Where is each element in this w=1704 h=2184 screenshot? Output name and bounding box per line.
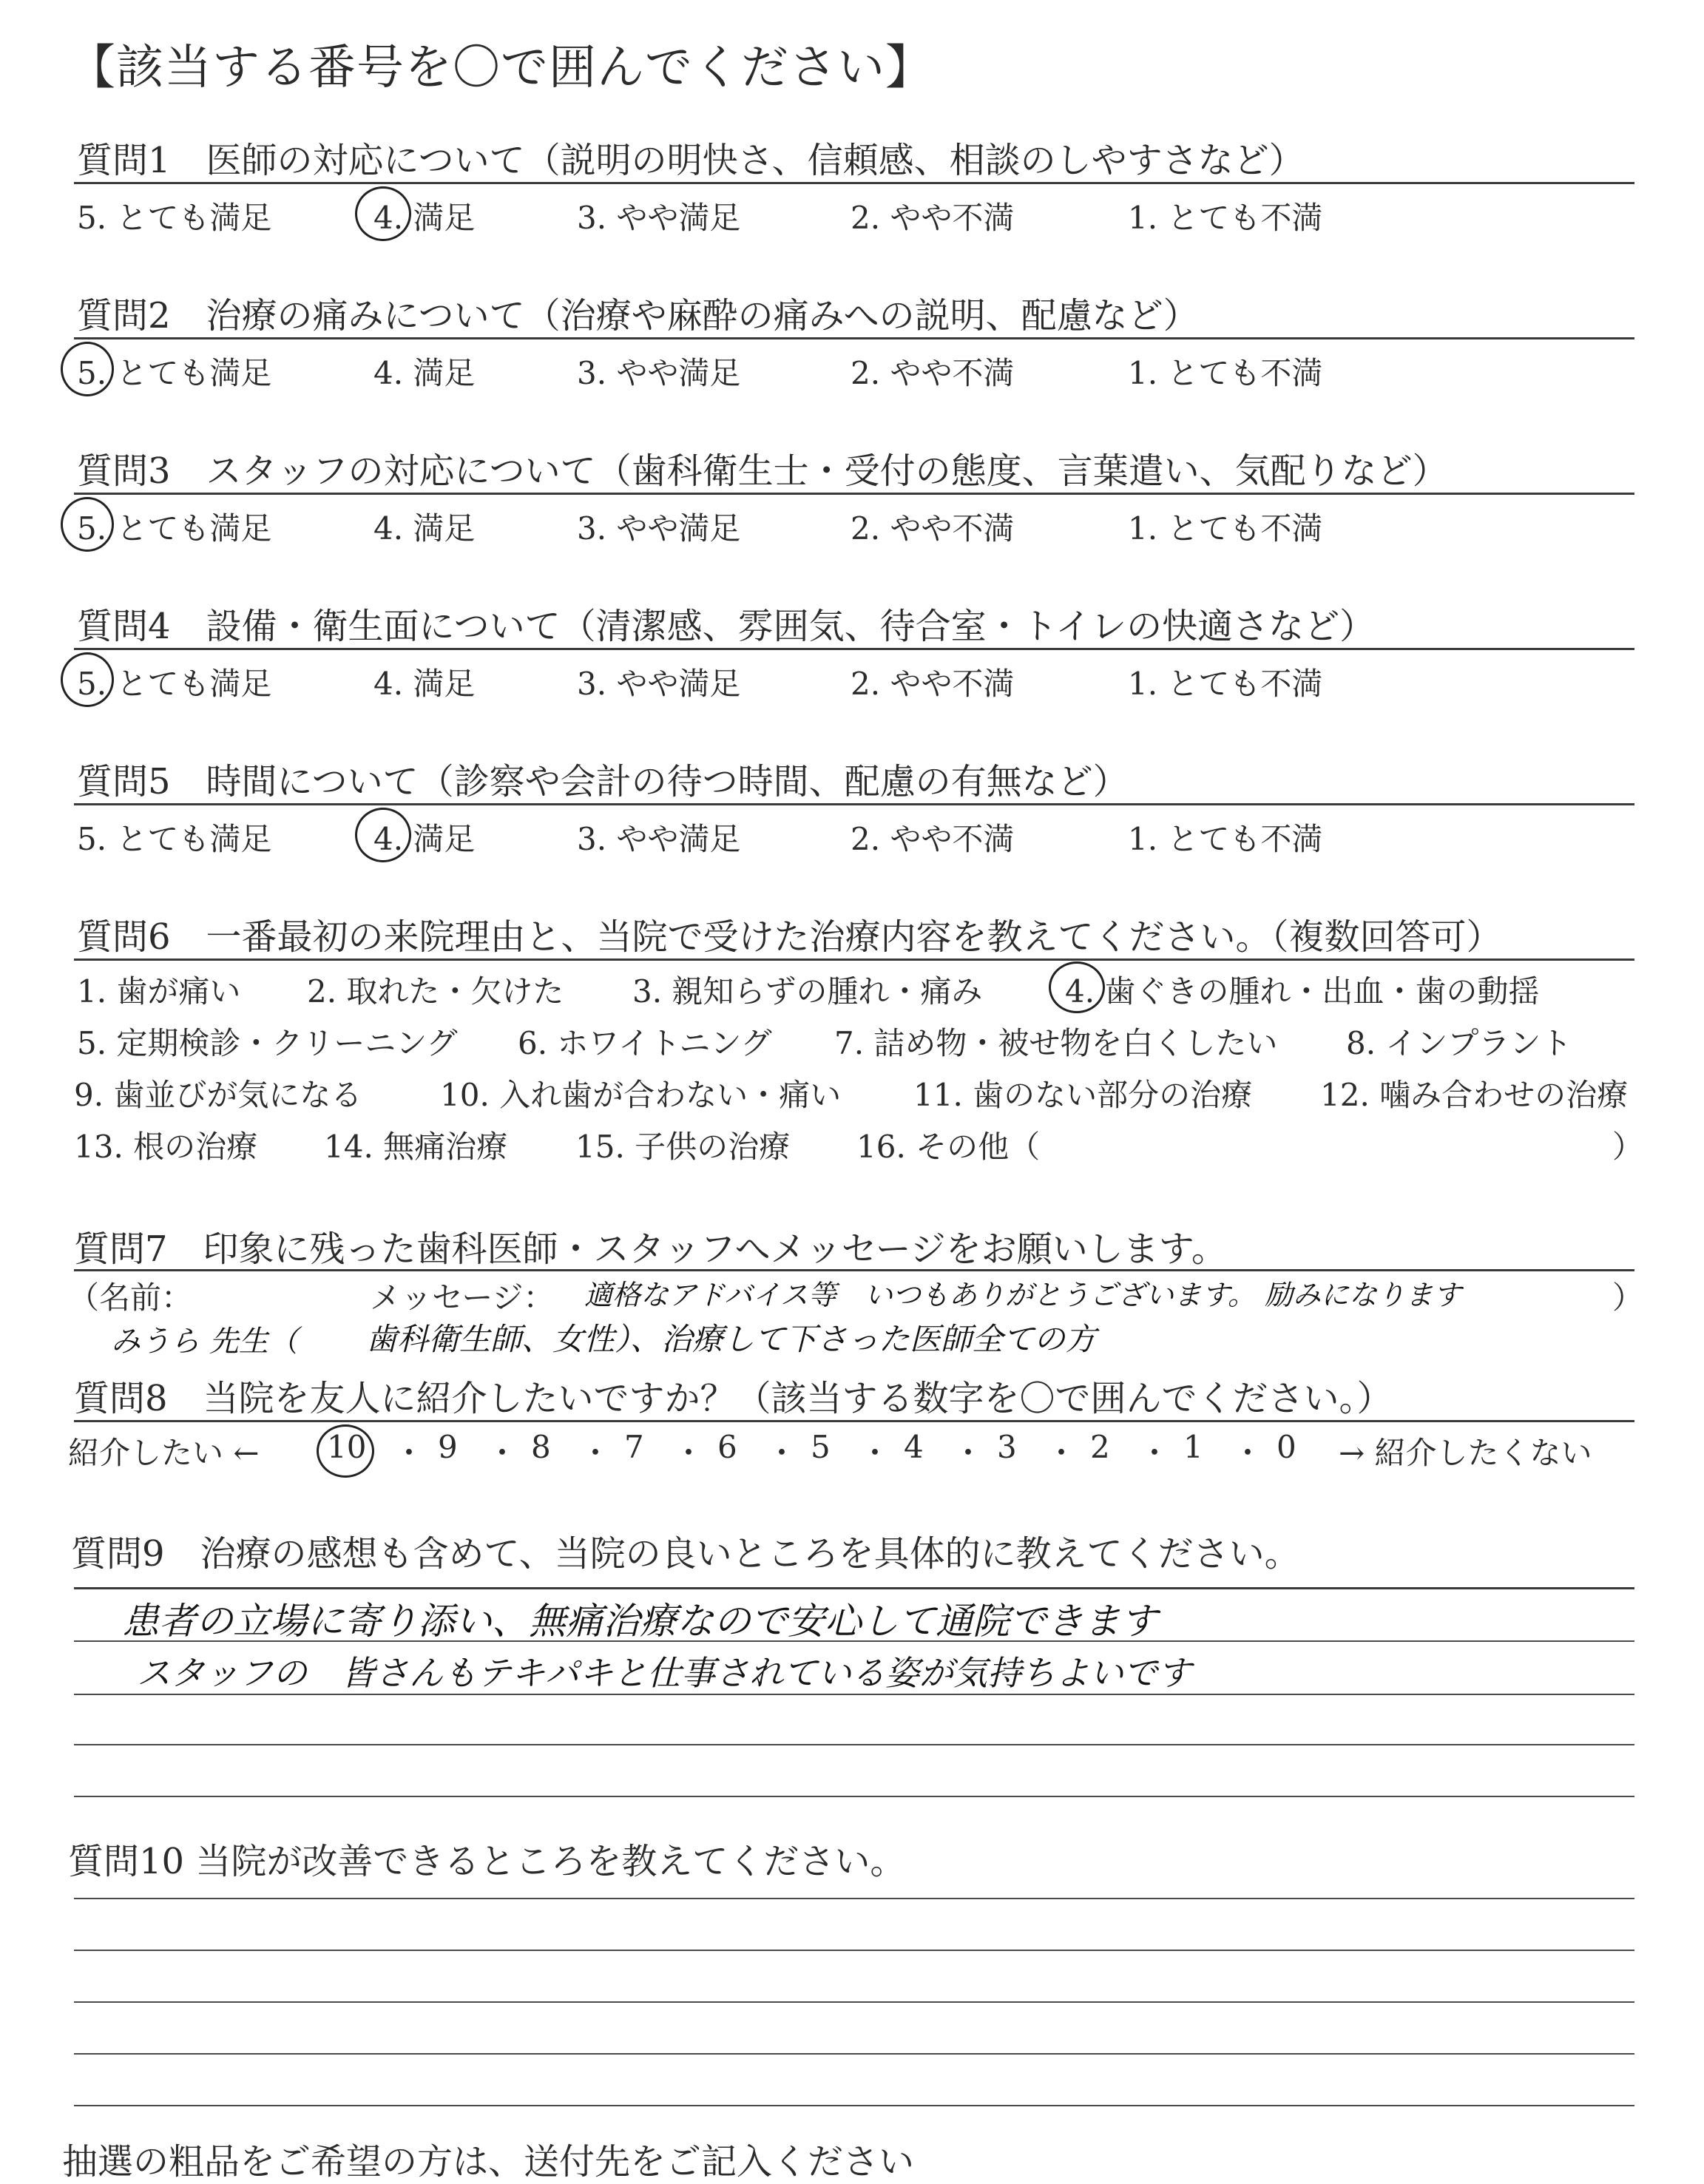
q1-option-2[interactable]: 2. やや不満 <box>851 200 1015 236</box>
q6-rule <box>74 959 1634 961</box>
q8-dot: ・ <box>1139 1435 1171 1471</box>
q8-number-3[interactable]: 3 <box>997 1429 1017 1465</box>
q7-rule <box>74 1269 1634 1271</box>
q5-option-5[interactable]: 5. とても満足 <box>77 821 272 857</box>
q8-dot: ・ <box>673 1435 705 1471</box>
q10-rule-1 <box>74 1898 1634 1899</box>
q3-selection-circle <box>61 497 114 552</box>
q8-number-0[interactable]: 0 <box>1277 1429 1296 1465</box>
q5-option-4[interactable]: 4. 満足 <box>373 821 476 857</box>
q8-heading: 質問8 当院を友人に紹介したいですか？（該当する数字を〇で囲んでください。） <box>74 1378 1393 1419</box>
q2-rule <box>74 337 1634 339</box>
q8-dot: ・ <box>1232 1435 1264 1471</box>
q6-selection-circle <box>1049 961 1105 1013</box>
q3-option-5[interactable]: 5. とても満足 <box>77 510 272 547</box>
q6-option-4[interactable]: 4. 歯ぐきの腫れ・出血・歯の動揺 <box>1065 973 1540 1010</box>
q4-heading: 質問4 設備・衛生面について（清潔感、雰囲気、待合室・トイレの快適さなど） <box>77 606 1376 647</box>
q1-rule <box>74 182 1634 184</box>
q1-option-5[interactable]: 5. とても満足 <box>77 200 272 236</box>
q8-dot: ・ <box>1046 1435 1078 1471</box>
q6-option-15[interactable]: 15. 子供の治療 <box>575 1129 791 1165</box>
q10-rule-3 <box>74 2001 1634 2003</box>
q8-number-1[interactable]: 1 <box>1183 1429 1203 1465</box>
q8-dot: ・ <box>393 1435 425 1471</box>
q6-option-11[interactable]: 11. 歯のない部分の治療 <box>913 1077 1253 1113</box>
q6-option-1[interactable]: 1. 歯が痛い <box>77 973 241 1010</box>
q6-option-5[interactable]: 5. 定期検診・クリーニング <box>77 1025 458 1061</box>
q5-option-3[interactable]: 3. やや満足 <box>577 821 741 857</box>
q3-rule <box>74 493 1634 495</box>
q7-message-handwriting-2: 歯科衛生師、女性）、治療して下さった医師全ての方 <box>366 1321 1097 1357</box>
q6-option-7[interactable]: 7. 詰め物・被せ物を白くしたい <box>834 1025 1278 1061</box>
q5-heading: 質問5 時間について（診察や会計の待つ時間、配慮の有無など） <box>77 761 1129 802</box>
q1-option-1[interactable]: 1. とても不満 <box>1128 200 1323 236</box>
q1-option-4[interactable]: 4. 満足 <box>373 200 476 236</box>
q8-dot: ・ <box>859 1435 891 1471</box>
q4-selection-circle <box>61 652 114 707</box>
q4-rule <box>74 648 1634 650</box>
q8-number-10[interactable]: 10 <box>327 1429 367 1465</box>
q9-handwriting-2: スタッフの 皆さんもテキパキと仕事されている姿が気持ちよいです <box>137 1653 1191 1693</box>
q6-option-12[interactable]: 12. 噛み合わせの治療 <box>1320 1077 1629 1113</box>
q8-dot: ・ <box>487 1435 518 1471</box>
q5-rule <box>74 803 1634 805</box>
q2-option-1[interactable]: 1. とても不満 <box>1128 355 1323 391</box>
q8-rule <box>74 1420 1634 1422</box>
q2-option-2[interactable]: 2. やや不満 <box>851 355 1015 391</box>
q8-dot: ・ <box>766 1435 798 1471</box>
q3-option-1[interactable]: 1. とても不満 <box>1128 510 1323 547</box>
q10-rule-4 <box>74 2053 1634 2055</box>
q8-left-label: 紹介したい ← <box>68 1435 260 1471</box>
q1-selection-circle <box>355 186 411 241</box>
q9-heading: 質問9 治療の感想も含めて、当院の良いところを具体的に教えてください。 <box>71 1533 1300 1575</box>
q7-message-handwriting-1: 適格なアドバイス等 いつもありがとうございます。 励みになります <box>584 1279 1461 1311</box>
q8-number-7[interactable]: 7 <box>624 1429 644 1465</box>
q10-rule-5 <box>74 2105 1634 2106</box>
q7-name-label: （名前： <box>68 1279 193 1316</box>
q8-dot: ・ <box>953 1435 984 1471</box>
q7-name-handwriting: みうら 先生（ <box>111 1325 298 1359</box>
q1-option-3[interactable]: 3. やや満足 <box>577 200 741 236</box>
q2-selection-circle <box>61 342 114 396</box>
q8-selection-circle <box>317 1424 374 1478</box>
q8-number-2[interactable]: 2 <box>1090 1429 1110 1465</box>
q8-number-4[interactable]: 4 <box>904 1429 924 1465</box>
q9-rule-5 <box>74 1796 1634 1797</box>
q9-rule-4 <box>74 1744 1634 1745</box>
q6-option-6[interactable]: 6. ホワイトニング <box>518 1025 772 1061</box>
q8-number-6[interactable]: 6 <box>717 1429 737 1465</box>
q7-heading: 質問7 印象に残った歯科医師・スタッフへメッセージをお願いします。 <box>74 1228 1227 1270</box>
q4-option-5[interactable]: 5. とても満足 <box>77 666 272 702</box>
q3-option-3[interactable]: 3. やや満足 <box>577 510 741 547</box>
q6-option-9[interactable]: 9. 歯並びが気になる <box>74 1077 362 1113</box>
q4-option-4[interactable]: 4. 満足 <box>373 666 476 702</box>
q10-heading: 質問10 当院が改善できるところを教えてください。 <box>68 1841 906 1882</box>
q6-option-10[interactable]: 10. 入れ歯が合わない・痛い <box>440 1077 842 1113</box>
q5-option-1[interactable]: 1. とても不満 <box>1128 821 1323 857</box>
q6-option-16[interactable]: 16. その他（ <box>856 1129 1041 1165</box>
q4-option-2[interactable]: 2. やや不満 <box>851 666 1015 702</box>
q6-option-13[interactable]: 13. 根の治療 <box>74 1129 258 1165</box>
q6-option-3[interactable]: 3. 親知らずの腫れ・痛み <box>632 973 983 1010</box>
q4-option-3[interactable]: 3. やや満足 <box>577 666 741 702</box>
q9-rule-3 <box>74 1694 1634 1695</box>
q8-right-label: → 紹介したくない <box>1339 1435 1592 1471</box>
q6-heading: 質問6 一番最初の来院理由と、当院で受けた治療内容を教えてください。（複数回答可） <box>77 916 1502 958</box>
q6-option-8[interactable]: 8. インプラント <box>1346 1025 1572 1061</box>
q3-heading: 質問3 スタッフの対応について（歯科衛生士・受付の態度、言葉遣い、気配りなど） <box>77 450 1448 492</box>
q3-option-4[interactable]: 4. 満足 <box>373 510 476 547</box>
q2-option-3[interactable]: 3. やや満足 <box>577 355 741 391</box>
q6-option-14[interactable]: 14. 無痛治療 <box>324 1129 508 1165</box>
q7-message-label: メッセージ： <box>370 1279 555 1316</box>
q2-heading: 質問2 治療の痛みについて（治療や麻酔の痛みへの説明、配慮など） <box>77 295 1199 337</box>
q2-option-5[interactable]: 5. とても満足 <box>77 355 272 391</box>
q3-option-2[interactable]: 2. やや不満 <box>851 510 1015 547</box>
q8-number-9[interactable]: 9 <box>438 1429 458 1465</box>
q5-selection-circle <box>355 808 411 862</box>
q8-dot: ・ <box>580 1435 612 1471</box>
q6-option-2[interactable]: 2. 取れた・欠けた <box>307 973 564 1010</box>
q9-rule-1 <box>74 1587 1634 1589</box>
q6-other-close-paren: ） <box>1612 1129 1644 1165</box>
q9-handwriting-1: 患者の立場に寄り添い、無痛治療なので安心して通院できます <box>122 1600 1157 1643</box>
q2-option-4[interactable]: 4. 満足 <box>373 355 476 391</box>
q10-rule-2 <box>74 1950 1634 1951</box>
q8-number-8[interactable]: 8 <box>531 1429 551 1465</box>
q8-number-5[interactable]: 5 <box>811 1429 831 1465</box>
q1-heading: 質問1 医師の対応について（説明の明快さ、信頼感、相談のしやすさなど） <box>77 140 1305 181</box>
q7-close-paren: ） <box>1612 1279 1644 1316</box>
form-title: 【該当する番号を〇で囲んでください】 <box>68 41 933 95</box>
q5-option-2[interactable]: 2. やや不満 <box>851 821 1015 857</box>
footer-text: 抽選の粗品をご希望の方は、送付先をご記入ください <box>62 2141 915 2183</box>
q9-rule-2 <box>74 1640 1634 1642</box>
q4-option-1[interactable]: 1. とても不満 <box>1128 666 1323 702</box>
